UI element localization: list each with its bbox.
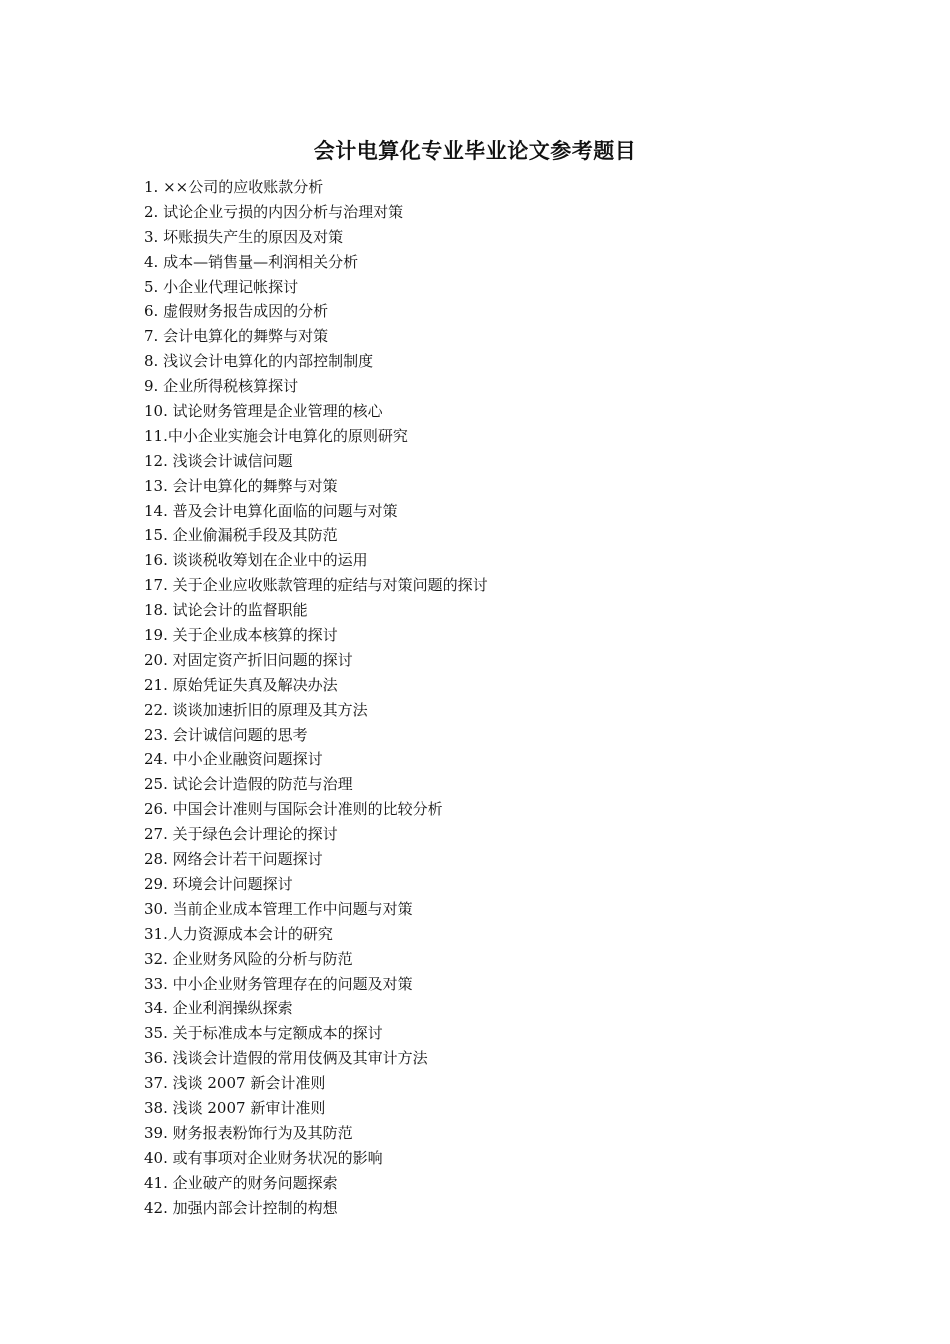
list-item: 20. 对固定资产折旧问题的探讨 (144, 650, 353, 669)
list-item: 8. 浅议会计电算化的内部控制制度 (144, 352, 374, 371)
list-item: 21. 原始凭证失真及解决办法 (144, 675, 338, 694)
list-item: 13. 会计电算化的舞弊与对策 (144, 476, 338, 495)
list-item: 2. 试论企业亏损的内因分析与治理对策 (144, 202, 404, 221)
list-item: 36. 浅谈会计造假的常用伎俩及其审计方法 (144, 1049, 428, 1068)
list-item: 31.人力资源成本会计的研究 (144, 924, 333, 943)
list-item: 38. 浅谈 2007 新审计准则 (144, 1098, 326, 1117)
list-item: 41. 企业破产的财务问题探索 (144, 1173, 338, 1192)
list-item: 23. 会计诚信问题的思考 (144, 725, 308, 744)
list-item: 10. 试论财务管理是企业管理的核心 (144, 402, 383, 421)
list-item: 6. 虚假财务报告成因的分析 (144, 302, 329, 321)
list-item: 37. 浅谈 2007 新会计准则 (144, 1074, 326, 1093)
list-item: 18. 试论会计的监督职能 (144, 601, 308, 620)
list-item: 7. 会计电算化的舞弊与对策 (144, 327, 329, 346)
list-item: 1. ××公司的应收账款分析 (144, 178, 324, 196)
list-item: 15. 企业偷漏税手段及其防范 (144, 526, 338, 545)
list-item: 30. 当前企业成本管理工作中问题与对策 (144, 899, 413, 918)
list-item: 14. 普及会计电算化面临的问题与对策 (144, 501, 398, 520)
list-item: 17. 关于企业应收账款管理的症结与对策问题的探讨 (144, 576, 488, 595)
list-item: 4. 成本—销售量—利润相关分析 (144, 252, 359, 271)
list-item: 24. 中小企业融资问题探讨 (144, 750, 323, 769)
topic-list (144, 175, 844, 1220)
list-item: 12. 浅谈会计诚信问题 (144, 451, 293, 470)
list-item: 33. 中小企业财务管理存在的问题及对策 (144, 974, 413, 993)
list-item: 3. 坏账损失产生的原因及对策 (144, 227, 344, 246)
document-title: 会计电算化专业毕业论文参考题目 (313, 138, 637, 163)
list-item: 25. 试论会计造假的防范与治理 (144, 775, 353, 794)
list-item: 42. 加强内部会计控制的构想 (144, 1198, 338, 1217)
list-item: 32. 企业财务风险的分析与防范 (144, 949, 353, 968)
list-item: 11.中小企业实施会计电算化的原则研究 (144, 426, 408, 445)
list-item: 35. 关于标准成本与定额成本的探讨 (144, 1024, 383, 1043)
list-item: 34. 企业利润操纵探索 (144, 999, 293, 1018)
list-item: 40. 或有事项对企业财务状况的影响 (144, 1148, 383, 1167)
list-item: 26. 中国会计准则与国际会计准则的比较分析 (144, 800, 443, 819)
list-item: 27. 关于绿色会计理论的探讨 (144, 825, 338, 844)
list-item: 16. 谈谈税收筹划在企业中的运用 (144, 551, 368, 570)
list-item: 9. 企业所得税核算探讨 (144, 377, 299, 396)
list-item: 19. 关于企业成本核算的探讨 (144, 626, 338, 645)
list-item: 5. 小企业代理记帐探讨 (144, 277, 299, 296)
list-item: 28. 网络会计若干问题探讨 (144, 850, 323, 869)
list-item: 22. 谈谈加速折旧的原理及其方法 (144, 700, 368, 719)
list-item: 29. 环境会计问题探讨 (144, 874, 293, 893)
list-item: 39. 财务报表粉饰行为及其防范 (144, 1123, 353, 1142)
